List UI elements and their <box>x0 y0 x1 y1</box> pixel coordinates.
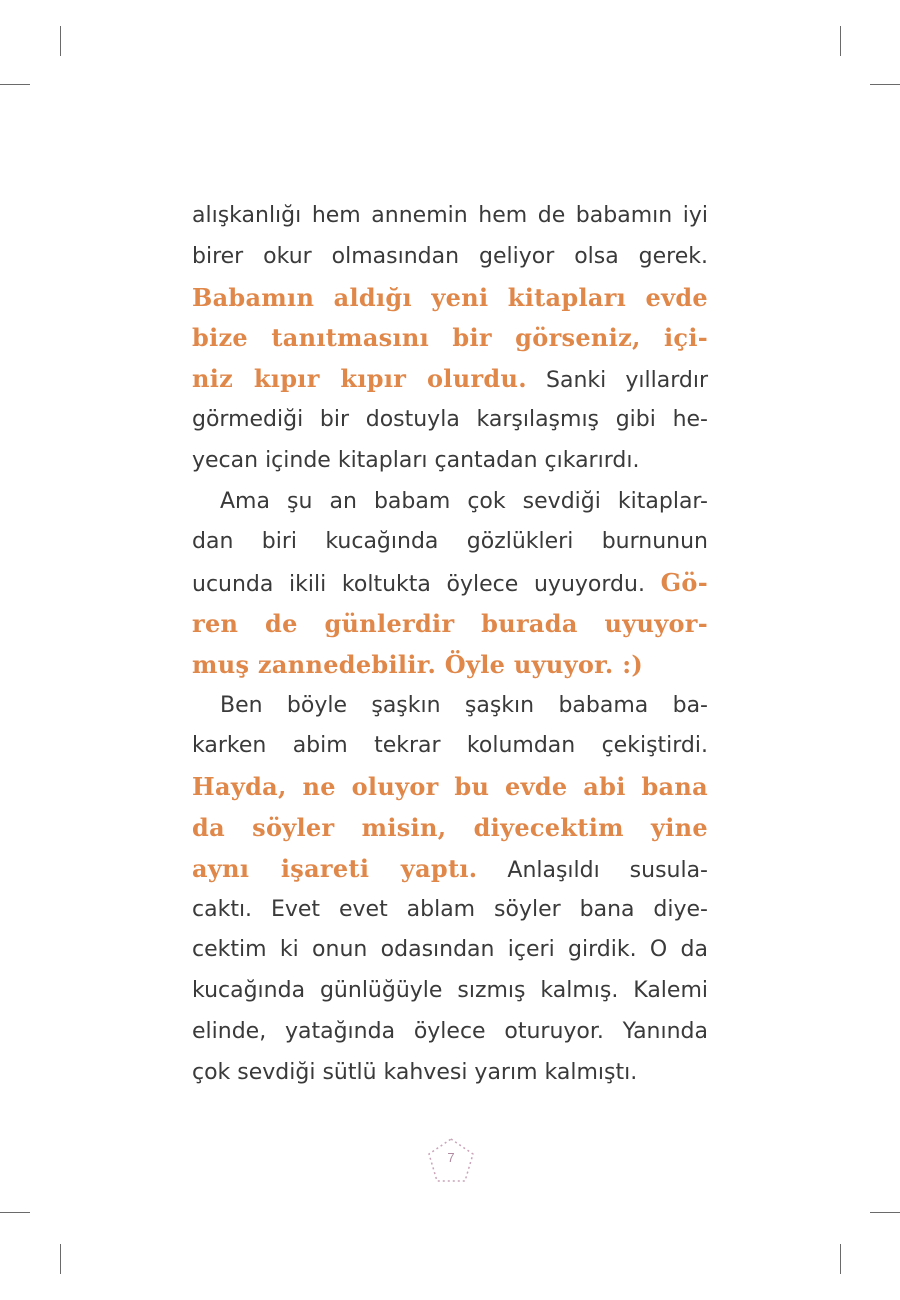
text-line <box>192 890 708 931</box>
body-text-segment: görmediği bir dostuyla karşılaşmış gibi he- <box>192 406 708 432</box>
crop-mark-bottom-right-vertical <box>840 1244 841 1274</box>
highlighted-text: niz kıpır kıpır olurdu. <box>192 364 527 394</box>
text-line <box>192 400 708 441</box>
body-text-segment: yecan içinde kitapları çantadan çıkarırdı. <box>192 447 640 473</box>
text-line <box>192 726 708 767</box>
highlighted-text: da söyler misin, diyecektim yine <box>192 812 708 842</box>
crop-mark-bottom-left-vertical <box>60 1244 61 1274</box>
body-text-segment: alışkanlığı hem annemin hem de babamın iyi <box>192 203 708 228</box>
text-line <box>192 563 708 604</box>
body-text-segment: Anlaşıldı susula- <box>477 857 708 883</box>
text-line <box>192 686 708 727</box>
highlighted-text: muş zannedebilir. Öyle uyuyor. :) <box>192 649 644 679</box>
highlighted-text: Gö- <box>660 568 708 598</box>
crop-mark-top-left-vertical <box>60 26 61 56</box>
body-text-segment: elinde, yatağında öylece oturuyor. Yanında <box>192 1018 708 1044</box>
crop-mark-top-right-horizontal <box>870 84 900 85</box>
text-line <box>192 522 708 563</box>
highlighted-text: bize tanıtmasını bir görseniz, içi- <box>192 323 708 353</box>
body-text-segment: kucağında günlüğüyle sızmış kalmış. Kalemi <box>192 978 708 1004</box>
body-text-segment: karken abim tekrar kolumdan çekiştirdi. <box>192 733 708 759</box>
body-text-segment: Sanki yıllardır <box>526 368 708 394</box>
text-line <box>192 237 708 278</box>
body-text <box>192 196 708 1094</box>
crop-mark-top-right-vertical <box>840 26 841 56</box>
body-text-segment: cektim ki onun odasından içeri girdik. O da <box>192 937 708 963</box>
body-text-segment: caktı. Evet evet ablam söyler bana diye- <box>192 896 708 922</box>
text-line <box>192 196 708 237</box>
body-text-segment: Ama şu an babam çok sevdiği kitaplar- <box>220 488 708 514</box>
text-line <box>192 1012 708 1053</box>
text-line <box>192 767 708 808</box>
text-line <box>192 482 708 523</box>
crop-mark-bottom-right-horizontal <box>870 1212 900 1213</box>
crop-mark-top-left-horizontal <box>0 84 30 85</box>
highlighted-text: Babamın aldığı yeni kitapları evde <box>192 282 708 312</box>
page-number-badge <box>426 1136 476 1184</box>
text-line <box>192 359 708 400</box>
crop-mark-bottom-left-horizontal <box>0 1212 30 1213</box>
body-text-segment: ucunda ikili koltukta öylece uyuyordu. <box>192 572 661 598</box>
text-line <box>192 441 708 482</box>
body-text-segment: çok sevdiği sütlü kahvesi yarım kalmıştı. <box>192 1059 638 1085</box>
text-line <box>192 318 708 359</box>
highlighted-text: ren de günlerdir burada uyuyor- <box>192 608 708 638</box>
text-line <box>192 971 708 1012</box>
text-line <box>192 645 708 686</box>
highlighted-text: aynı işareti yaptı. <box>192 853 478 883</box>
text-line <box>192 930 708 971</box>
text-line <box>192 1053 708 1094</box>
highlighted-text: Hayda, ne oluyor bu evde abi bana <box>192 772 708 802</box>
text-line <box>192 604 708 645</box>
text-line <box>192 849 708 890</box>
body-text-segment: dan biri kucağında gözlükleri burnunun <box>192 529 708 555</box>
body-text-segment: birer okur olmasından geliyor olsa gerek. <box>192 243 708 269</box>
text-line <box>192 278 708 319</box>
body-text-segment: Ben böyle şaşkın şaşkın babama ba- <box>220 692 708 718</box>
text-line <box>192 808 708 849</box>
page-number: 7 <box>447 1150 455 1165</box>
